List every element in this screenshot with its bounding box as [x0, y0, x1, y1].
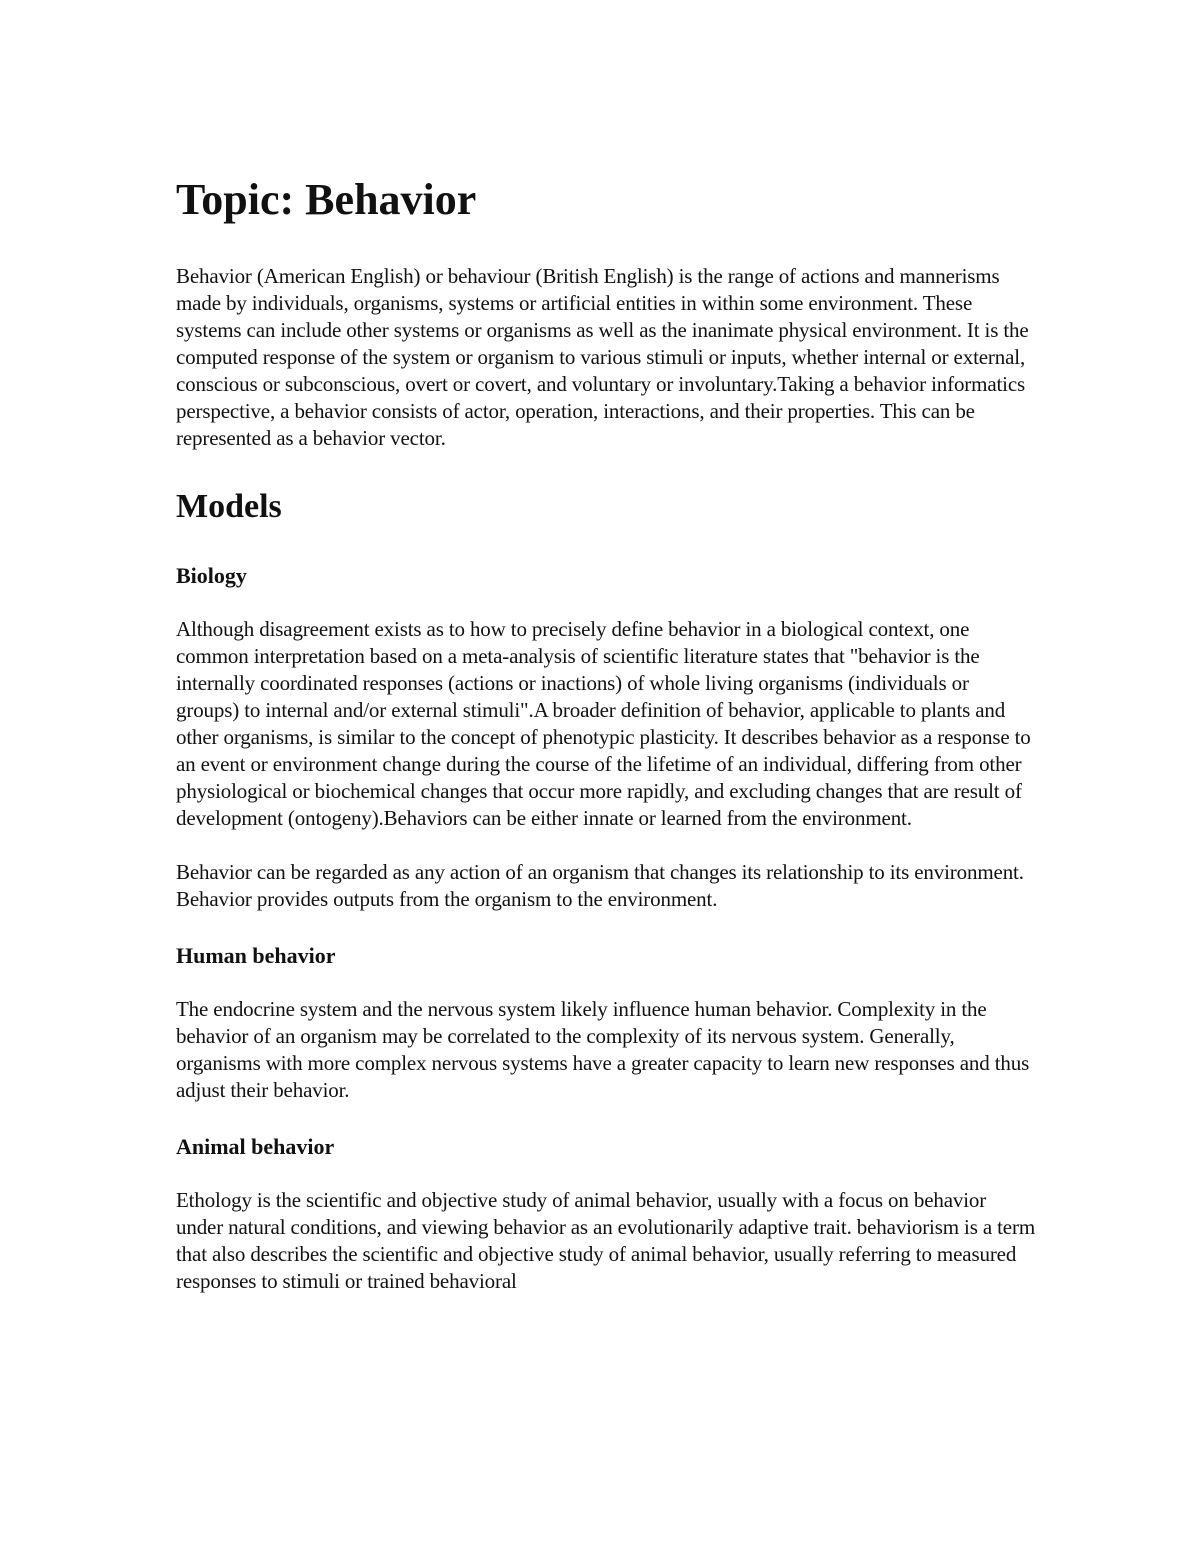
- biology-paragraph-1: Although disagreement exists as to how to precisely define behavior in a biological context, one common interpretation based on a meta-analysis of scientific literature states that "behavior is the internally coordinated responses (actions or inactions) of whole living organisms (individuals or groups) to internal and/or external stimuli".A broader definition of behavior, applicable to plants and other organisms, is similar to the concept of phenotypic plasticity. It describes behavior as a response to an event or environment change during the course of the lifetime of an individual, differing from other physiological or biochemical changes that occur more rapidly, and excluding changes that are result of development (ontogeny).Behaviors can be either innate or learned from the environment.: [176, 617, 1031, 830]
- human-behavior-heading: Human behavior: [176, 943, 336, 968]
- page-title: Topic: Behavior: [176, 175, 477, 224]
- intro-paragraph: Behavior (American English) or behaviour (British English) is the range of actions and mannerisms made by individuals, organisms, systems or artificial entities in within some environment. These systems can include other systems or organisms as well as the inanimate physical environment. It is the computed response of the system or organism to various stimuli or inputs, whether internal or external, conscious or subconscious, overt or covert, and voluntary or involuntary.Taking a behavior informatics perspective, a behavior consists of actor, operation, interactions, and their properties. This can be represented as a behavior vector.: [176, 264, 1029, 450]
- animal-behavior-heading: Animal behavior: [176, 1134, 335, 1159]
- biology-paragraph-2: Behavior can be regarded as any action of an organism that changes its relationship to its environment. Behavior provides outputs from the organism to the environment.: [176, 860, 1024, 911]
- biology-heading: Biology: [176, 563, 247, 588]
- animal-behavior-paragraph: Ethology is the scientific and objective study of animal behavior, usually with a focus on behavior under natural conditions, and viewing behavior as an evolutionarily adaptive trait. behaviorism is a term that also describes the scientific and objective study of animal behavior, usually referring to measured responses to stimuli or trained behavioral: [176, 1188, 1036, 1293]
- models-heading: Models: [176, 488, 282, 525]
- human-behavior-paragraph: The endocrine system and the nervous system likely influence human behavior. Complexity in the behavior of an organism may be correlated to the complexity of its nervous system. Generally, organisms with more complex nervous systems have a greater capacity to learn new responses and thus adjust their behavior.: [176, 997, 1030, 1102]
- document-page: [176, 168, 1036, 1295]
